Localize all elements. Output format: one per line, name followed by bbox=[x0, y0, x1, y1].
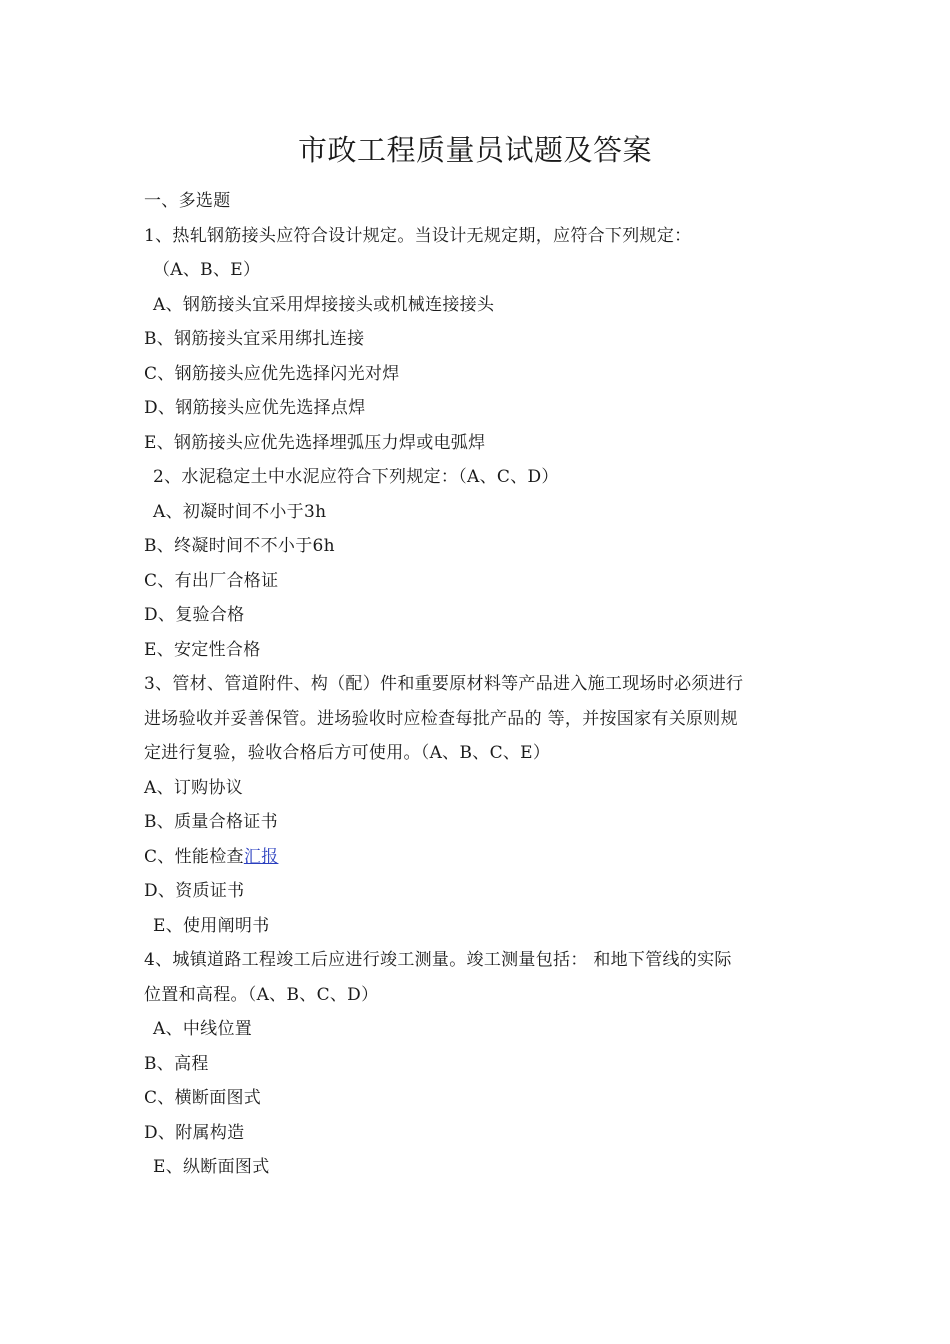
question-3-option-c-text: C、性能检查 bbox=[144, 846, 244, 867]
question-2-option-e: E、安定性合格 bbox=[144, 639, 261, 660]
question-3-option-b: B、质量合格证书 bbox=[144, 812, 278, 832]
question-1-option-e: E、钢筋接头应优先选择埋弧压力焊或电弧焊 bbox=[144, 432, 486, 453]
question-3-option-d: D、资质证书 bbox=[144, 881, 245, 901]
question-4-option-c: C、横断面图式 bbox=[144, 1088, 262, 1108]
question-2-stem: 2、水泥稳定土中水泥应符合下列规定：（A、C、D） bbox=[153, 467, 559, 487]
question-1-answer: （A、B、E） bbox=[153, 260, 261, 280]
document-title: 市政工程质量员试题及答案 bbox=[297, 133, 652, 167]
question-3-stem-line-2: 进场验收并妥善保管。进场验收时应检查每批产品的 等，并按国家有关原则规 bbox=[144, 708, 738, 729]
question-4-option-e: E、纵断面图式 bbox=[153, 1157, 270, 1177]
question-4-option-a: A、中线位置 bbox=[153, 1019, 253, 1039]
question-1-option-d: D、钢筋接头应优先选择点焊 bbox=[144, 398, 366, 418]
question-1-option-c: C、钢筋接头应优先选择闪光对焊 bbox=[144, 363, 400, 384]
question-1-option-b: B、钢筋接头宜采用绑扎连接 bbox=[144, 329, 365, 349]
question-4-option-b: B、高程 bbox=[144, 1053, 209, 1074]
report-link[interactable]: 汇报 bbox=[243, 846, 279, 867]
document-body bbox=[144, 184, 814, 1185]
question-2-option-c: C、有出厂合格证 bbox=[144, 570, 279, 591]
question-2-option-d: D、复验合格 bbox=[144, 605, 245, 625]
question-2-option-b: B、终凝时间不不小于6h bbox=[144, 536, 335, 556]
question-4-option-d: D、附属构造 bbox=[144, 1122, 245, 1143]
question-4-stem-line-2: 位置和高程。（A、B、C、D） bbox=[144, 984, 379, 1005]
section-heading: 一、多选题 bbox=[144, 191, 231, 211]
question-3-option-a: A、订购协议 bbox=[144, 777, 244, 798]
question-1-stem: 1、热轧钢筋接头应符合设计规定。当设计无规定期，应符合下列规定： bbox=[144, 225, 692, 246]
question-4-stem-line-1: 4、城镇道路工程竣工后应进行竣工测量。竣工测量包括： 和地下管线的实际 bbox=[144, 950, 732, 970]
question-1-option-a: A、钢筋接头宜采用焊接接头或机械连接接头 bbox=[153, 294, 495, 315]
question-3-stem-line-3: 定进行复验，验收合格后方可使用。（A、B、C、E） bbox=[144, 743, 551, 763]
question-3-option-e: E、使用阐明书 bbox=[153, 915, 270, 936]
question-3-stem-line-1: 3、管材、管道附件、构（配）件和重要原材料等产品进入施工现场时必须进行 bbox=[144, 674, 744, 694]
question-2-option-a: A、初凝时间不小于3h bbox=[153, 501, 327, 522]
question-3-option-c bbox=[144, 840, 814, 875]
